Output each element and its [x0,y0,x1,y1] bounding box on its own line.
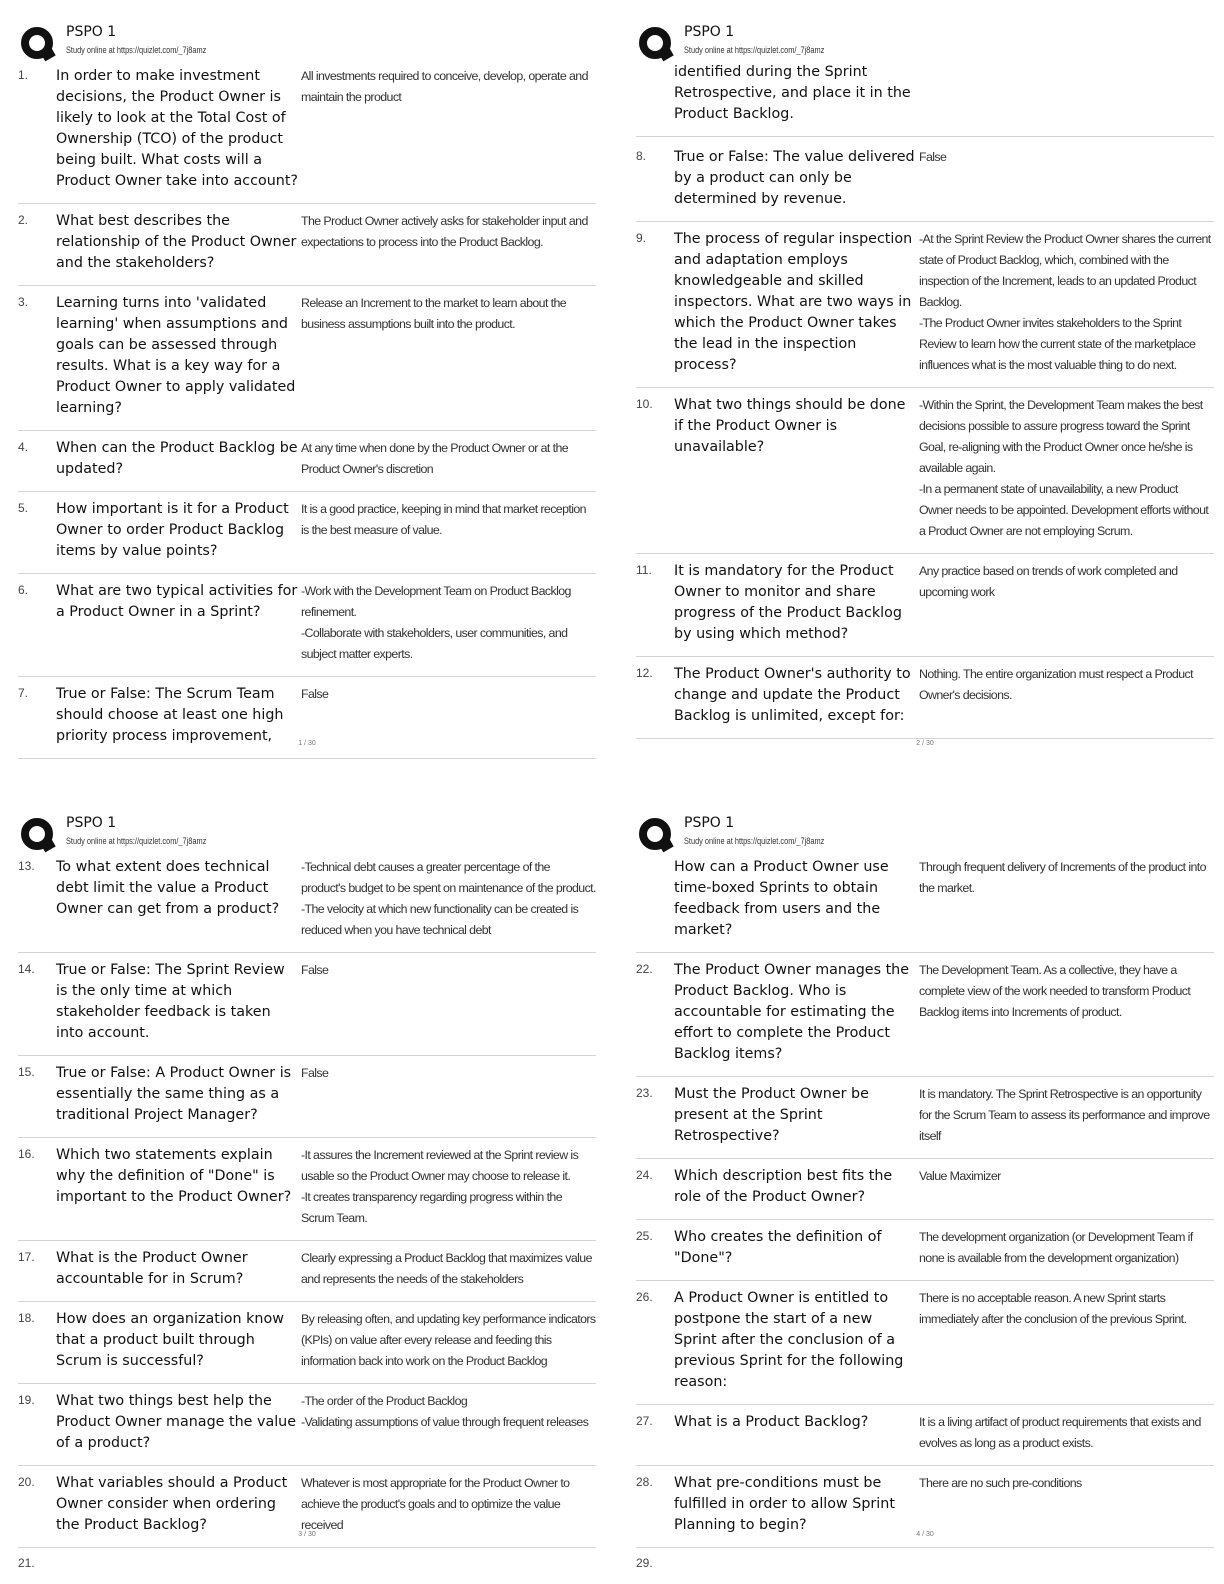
answer-line: It is a living artifact of product requirements that exists and evolves as long as a product exists. [919,1415,1201,1450]
flashcard-row [636,1220,1214,1281]
question-text: To what extent does technical debt limit the value a Product Owner can get from a product? [56,859,280,917]
row-number: 26. [636,1290,653,1304]
row-number: 20. [18,1475,35,1489]
answer-line: -The velocity at which new functionality can be created is reduced when you have technical debt [301,902,579,937]
study-link[interactable]: Study online at https://quizlet.com/_7j8amz [66,836,207,846]
row-number [636,857,674,941]
answer-line: The Product Owner actively asks for stakeholder input and expectations to process into the Product Backlog. [301,214,588,249]
answer-line: Clearly expressing a Product Backlog that maximizes value and represents the needs of the stakeholders [301,1251,592,1286]
row-number: 3. [18,295,29,309]
answer-line: The development organization (or Development Team if none is available from the development organization) [919,1230,1193,1265]
answer-line: False [301,963,329,977]
answer-line: -At the Sprint Review the Product Owner shares the current state of Product Backlog, which, combined with the inspection of the Increment, leads to an updated Product Backlog. [919,232,1211,309]
row-number: 27. [636,1414,653,1428]
answer-line: Through frequent delivery of Increments of the product into the market. [919,860,1206,895]
answer-line: Nothing. The entire organization must respect a Product Owner's decisions. [919,667,1193,702]
answer-text [299,960,596,1044]
flashcard-list [636,137,1214,739]
page-header [18,813,596,857]
answer-line: By releasing often, and updating key performance indicators (KPIs) on value after every release and feeding this information back into work on the Product Backlog [301,1312,596,1368]
flashcard-row [636,1281,1214,1405]
question-text: How important is it for a Product Owner to order Product Backlog items by value points? [56,501,289,559]
flashcard-list [18,66,596,759]
page-header [18,22,596,66]
flashcard-row [18,857,596,953]
answer-text [917,1288,1214,1393]
answer-text [299,857,596,941]
question-text: The process of regular inspection and adaptation employs knowledgeable and skilled inspectors. What are two ways in which the Product Owner takes the lead in the inspection process? [674,231,913,373]
row-number: 23. [636,1086,653,1100]
answer-line: False [919,150,947,164]
answer-text [299,211,596,274]
answer-line: Value Maximizer [919,1169,1001,1183]
question-text: Which description best fits the role of the Product Owner? [674,1168,893,1205]
answer-text [917,1166,1214,1208]
page-number: 3 / 30 [298,1531,316,1538]
flashcard-row [636,1077,1214,1159]
flashcard-row [18,286,596,431]
page-title: PSPO 1 [684,815,735,831]
answer-text [299,66,596,192]
answer-line: False [301,1066,329,1080]
row-number: 19. [18,1393,35,1407]
question-text: Learning turns into 'validated learning' when assumptions and goals can be assessed through results. What is a key way for a Product Owner to apply validated learning? [56,295,296,416]
flashcard-row [636,554,1214,657]
answer-line: At any time when done by the Product Owner or at the Product Owner's discretion [301,441,569,476]
quizlet-logo-icon [636,817,676,853]
flashcard-row [636,657,1214,739]
document-page-2 [636,22,1214,792]
page-title: PSPO 1 [66,24,117,40]
answer-line: -It creates transparency regarding progress within the Scrum Team. [301,1190,562,1225]
flashcard-row [18,1138,596,1241]
page-header [636,813,1214,857]
flashcard-row [18,1384,596,1466]
flashcard-row [18,574,596,677]
answer-text [299,1391,596,1454]
question-text: Must the Product Owner be present at the Sprint Retrospective? [674,1086,869,1144]
answer-text [299,438,596,480]
question-text: It is mandatory for the Product Owner to monitor and share progress of the Product Backlog by using which method? [674,563,902,642]
question-text: True or False: A Product Owner is essentially the same thing as a traditional Project Manager? [56,1065,292,1123]
answer-text [917,1473,1214,1536]
question-text: True or False: The Sprint Review is the only time at which stakeholder feedback is taken into account. [56,962,285,1041]
question-text: What is a Product Backlog? [674,1414,869,1430]
next-row-number: 21. [18,1556,35,1570]
answer-text [917,857,1214,941]
flashcard-row [636,1159,1214,1220]
answer-text [917,1084,1214,1147]
document-page-3 [18,813,596,1583]
row-number: 4. [18,440,29,454]
question-text: How does an organization know that a product built through Scrum is successful? [56,1311,284,1369]
page-title: PSPO 1 [66,815,117,831]
flashcard-row [18,204,596,286]
flashcard-row [636,857,1214,953]
row-number: 25. [636,1229,653,1243]
answer-line: -The Product Owner invites stakeholders to the Sprint Review to learn how the current state of the marketplace influences what is the most valuable thing to do next. [919,316,1196,372]
flashcard-row [18,1056,596,1138]
question-text: True or False: The value delivered by a product can only be determined by revenue. [674,149,915,207]
answer-text [299,1063,596,1126]
flashcard-row [18,66,596,204]
flashcard-row [18,431,596,492]
answer-line: Release an Increment to the market to learn about the business assumptions built into the product. [301,296,567,331]
answer-text [917,147,1214,210]
page-number: 2 / 30 [916,740,934,747]
answer-line: There are no such pre-conditions [919,1476,1082,1490]
answer-text [299,581,596,665]
answer-text [299,684,596,747]
row-number: 9. [636,231,647,245]
flashcard-row [18,953,596,1056]
row-number: 13. [18,859,35,873]
question-text: How can a Product Owner use time-boxed Sprints to obtain feedback from users and the market? [674,859,889,938]
page-title: PSPO 1 [684,24,735,40]
row-number [636,62,674,125]
continued-row [636,62,1214,137]
question-text: What variables should a Product Owner consider when ordering the Product Backlog? [56,1475,288,1533]
answer-text [917,229,1214,376]
answer-line: -The order of the Product Backlog [301,1394,468,1408]
quizlet-logo-icon [636,26,676,62]
flashcard-row [636,1405,1214,1466]
answer-line: -In a permanent state of unavailability, a new Product Owner needs to be appointed. Development efforts without a Product Owner are not employing Scrum. [919,482,1209,538]
answer-line: False [301,687,329,701]
answer-text [299,1473,596,1536]
row-number: 17. [18,1250,35,1264]
question-text: The Product Owner's authority to change and update the Product Backlog is unlimited, except for: [674,666,911,724]
answer-text [299,499,596,562]
answer-line: -Work with the Development Team on Product Backlog refinement. [301,584,571,619]
question-text: When can the Product Backlog be updated? [56,440,298,477]
answer-line: -Collaborate with stakeholders, user communities, and subject matter experts. [301,626,568,661]
answer-line: The Development Team. As a collective, they have a complete view of the work needed to transform Product Backlog items into Increments of product. [919,963,1191,1019]
row-number: 15. [18,1065,35,1079]
row-number: 16. [18,1147,35,1161]
answer-line: Whatever is most appropriate for the Product Owner to achieve the product's goals and to optimize the value received [301,1476,570,1532]
question-text: Who creates the definition of "Done"? [674,1229,882,1266]
answer-text [299,293,596,419]
question-text: What pre-conditions must be fulfilled in order to allow Sprint Planning to begin? [674,1475,895,1533]
answer-line: There is no acceptable reason. A new Sprint starts immediately after the conclusion of the previous Sprint. [919,1291,1187,1326]
answer-text [299,1309,596,1372]
row-number: 6. [18,583,29,597]
flashcard-row [636,953,1214,1077]
row-number: 24. [636,1168,653,1182]
answer-line: It is mandatory. The Sprint Retrospective is an opportunity for the Scrum Team to assess its performance and improve itself [919,1087,1210,1143]
page-number: 1 / 30 [298,740,316,747]
question-text: What are two typical activities for a Product Owner in a Sprint? [56,583,298,620]
answer-line: -Within the Sprint, the Development Team makes the best decisions possible to assure progress toward the Sprint Goal, re-aligning with the Product Owner once he/she is available again. [919,398,1203,475]
answer-line: All investments required to conceive, develop, operate and maintain the product [301,69,588,104]
quizlet-logo-icon [18,817,58,853]
row-number: 22. [636,962,653,976]
row-number: 11. [636,563,652,577]
row-number: 14. [18,962,35,976]
answer-text [917,561,1214,645]
answer-text [917,1412,1214,1454]
row-number: 28. [636,1475,653,1489]
next-row-number: 29. [636,1556,653,1570]
question-text: What two things should be done if the Product Owner is unavailable? [674,397,906,455]
flashcard-list [636,857,1214,1548]
answer-line: Any practice based on trends of work completed and upcoming work [919,564,1178,599]
answer-text [917,664,1214,727]
quizlet-logo-icon [18,26,58,62]
document-page-4 [636,813,1214,1583]
answer-line: It is a good practice, keeping in mind that market reception is the best measure of value. [301,502,586,537]
question-text: What two things best help the Product Owner manage the value of a product? [56,1393,297,1451]
row-number: 5. [18,501,29,515]
flashcard-row [18,492,596,574]
page-number: 4 / 30 [916,1531,934,1538]
question-text: A Product Owner is entitled to postpone the start of a new Sprint after the conclusion of a previous Sprint for the following reason: [674,1290,904,1390]
row-number: 2. [18,213,29,227]
question-text: In order to make investment decisions, the Product Owner is likely to look at the Total Cost of Ownership (TCO) of the product being built. What costs will a Product Owner take into account? [56,68,299,189]
answer-line: -Validating assumptions of value through frequent releases [301,1415,589,1429]
flashcard-list [18,857,596,1548]
answer-text [299,1248,596,1290]
flashcard-row [636,137,1214,222]
page-header [636,22,1214,66]
question-text: What best describes the relationship of the Product Owner and the stakeholders? [56,213,297,271]
row-number: 8. [636,149,647,163]
flashcard-row [18,1302,596,1384]
row-number: 1. [18,68,29,82]
answer-text [917,395,1214,542]
row-number: 12. [636,666,653,680]
answer-text [917,1227,1214,1269]
study-link[interactable]: Study online at https://quizlet.com/_7j8amz [684,836,825,846]
row-number: 7. [18,686,29,700]
question-continuation: identified during the Sprint Retrospective, and place it in the Product Backlog. [674,64,911,122]
study-link[interactable]: Study online at https://quizlet.com/_7j8amz [684,45,825,55]
question-text: What is the Product Owner accountable for in Scrum? [56,1250,248,1287]
answer [917,62,1214,125]
flashcard-row [636,388,1214,554]
question-text: True or False: The Scrum Team should choose at least one high priority process improvement, [56,686,284,744]
answer-line: -Technical debt causes a greater percentage of the product's budget to be spent on maintenance of the product. [301,860,596,895]
row-number: 18. [18,1311,35,1325]
document-page-1 [18,22,596,792]
answer-text [299,1145,596,1229]
question-text: Which two statements explain why the definition of "Done" is important to the Product Owner? [56,1147,292,1205]
flashcard-row [18,1241,596,1302]
flashcard-row [636,222,1214,388]
row-number: 10. [636,397,653,411]
answer-line: -It assures the Increment reviewed at the Sprint review is usable so the Product Owner may choose to release it. [301,1148,579,1183]
answer-text [917,960,1214,1065]
study-link[interactable]: Study online at https://quizlet.com/_7j8amz [66,45,207,55]
question-text: The Product Owner manages the Product Backlog. Who is accountable for estimating the effort to complete the Product Backlog items? [674,962,910,1062]
